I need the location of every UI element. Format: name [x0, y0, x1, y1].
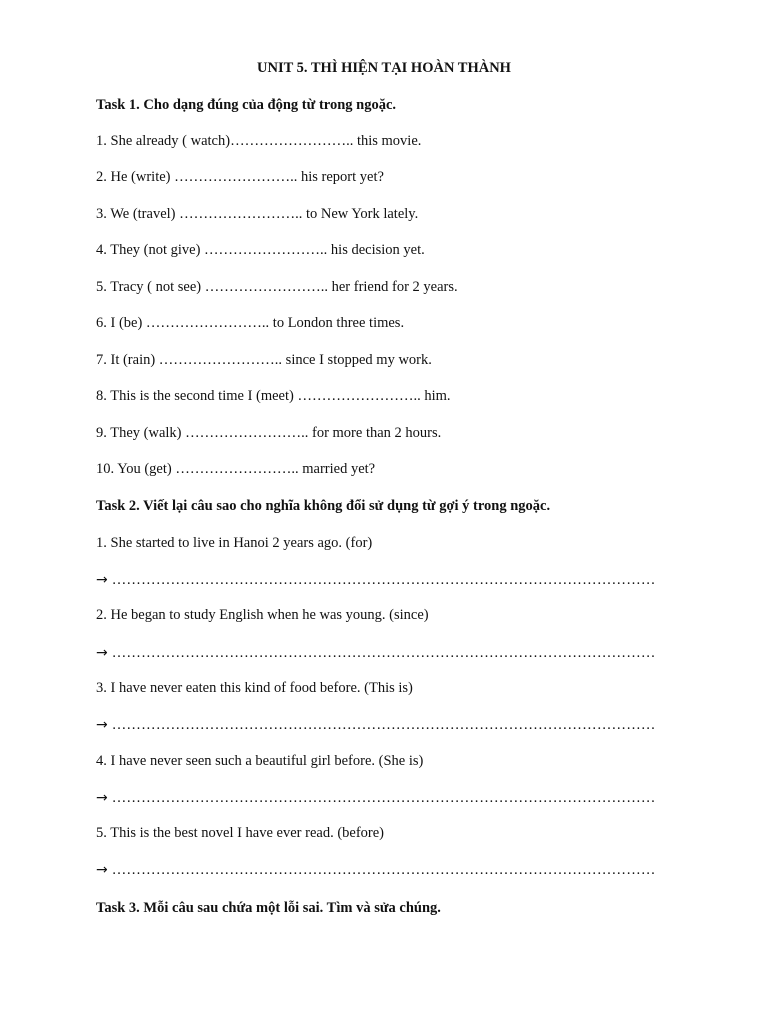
task2-item-1: 1. She started to live in Hanoi 2 years ago. (for) — [96, 535, 373, 551]
task1-item-2: 2. He (write) …………………….. his report yet? — [96, 169, 384, 185]
task1-item-7: 7. It (rain) …………………….. since I stopped my work. — [96, 352, 432, 368]
task2-item-4: 4. I have never seen such a beautiful girl before. (She is) — [96, 753, 424, 769]
task2-heading: Task 2. Viết lại câu sao cho nghĩa không đổi sử dụng từ gợi ý trong ngoặc. — [96, 498, 551, 514]
task1-item-9: 9. They (walk) …………………….. for more than 2 hours. — [96, 425, 442, 441]
task1-item-1: 1. She already ( watch)…………………….. this movie. — [96, 133, 422, 149]
answer-dots: ………………………………………………………………………………………………… — [111, 572, 656, 588]
task2-answer-line-2 — [96, 644, 672, 662]
answer-dots: ………………………………………………………………………………………………… — [111, 862, 656, 878]
task2-answer-line-1 — [96, 571, 672, 589]
task2-answer-line-4 — [96, 789, 672, 807]
task1-item-6: 6. I (be) …………………….. to London three times. — [96, 315, 405, 331]
arrow-icon: → — [96, 862, 108, 878]
task1-heading: Task 1. Cho dạng đúng của động từ trong ngoặc. — [96, 97, 397, 113]
task2-item-3: 3. I have never eaten this kind of food before. (This is) — [96, 680, 413, 696]
arrow-icon: → — [96, 645, 108, 661]
task2-answer-line-3 — [96, 716, 672, 734]
task3-heading: Task 3. Mỗi câu sau chứa một lỗi sai. Tìm và sửa chúng. — [96, 900, 441, 916]
task2-item-5: 5. This is the best novel I have ever read. (before) — [96, 825, 385, 841]
task1-item-10: 10. You (get) …………………….. married yet? — [96, 461, 376, 477]
answer-dots: ………………………………………………………………………………………………… — [111, 717, 656, 733]
task1-item-4: 4. They (not give) …………………….. his decision yet. — [96, 242, 425, 258]
task1-item-8: 8. This is the second time I (meet) …………………….. him. — [96, 388, 451, 404]
task1-item-3: 3. We (travel) …………………….. to New York lately. — [96, 206, 419, 222]
task1-item-5: 5. Tracy ( not see) …………………….. her friend for 2 years. — [96, 279, 458, 295]
page-title: UNIT 5. THÌ HIỆN TẠI HOÀN THÀNH — [257, 60, 511, 76]
arrow-icon: → — [96, 717, 108, 733]
answer-dots: ………………………………………………………………………………………………… — [111, 645, 656, 661]
answer-dots: ………………………………………………………………………………………………… — [111, 790, 656, 806]
task2-answer-line-5 — [96, 861, 672, 879]
arrow-icon: → — [96, 572, 108, 588]
arrow-icon: → — [96, 790, 108, 806]
task2-item-2: 2. He began to study English when he was young. (since) — [96, 607, 429, 623]
